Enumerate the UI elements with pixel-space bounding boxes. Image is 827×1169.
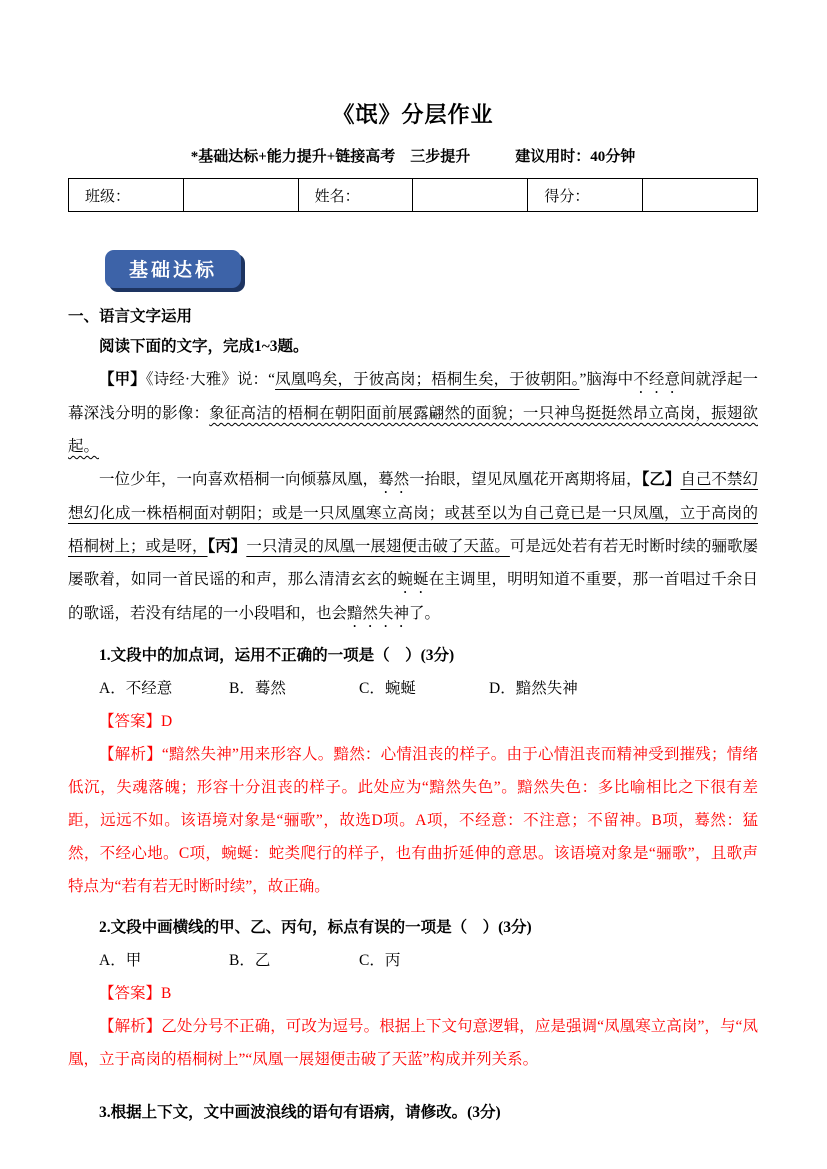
question-1-option-d: D．黯然失神 [489, 680, 578, 697]
info-table-row [69, 179, 758, 212]
class-input-cell[interactable] [183, 179, 298, 212]
question-1-answer: 【答案】D [99, 713, 173, 730]
text-segment: 一只清灵的凤凰一展翅便击破了天蓝。 [246, 538, 510, 555]
text-segment: 【甲】 [99, 371, 146, 388]
question-2-analysis: 【解析】乙处分号不正确，可改为逗号。根据上下文句意逻辑，应是强调“凤凰寒立高岗”，与“凤凰，立于高岗的梧桐树上”“凤凰一展翅便击破了天蓝”构成并列关系。 [68, 1018, 758, 1068]
question-1-option-b: B．蓦然 [229, 680, 286, 697]
basics-section-badge: 基础达标 [105, 250, 241, 288]
document-subtitle: *基础达标+能力提升+链接高考 三步提升 建议用时：40分钟 [190, 149, 636, 165]
name-label-cell: 姓名： [298, 179, 413, 212]
class-label-cell: 班级： [69, 179, 184, 212]
text-segment: 一抬眼，望见凤凰花开离期将届， [409, 471, 642, 488]
text-segment: 在主调里，明明知道不重要，那一首唱过千余日的歌谣，若没有结尾的一小段唱和，也会 [68, 571, 758, 622]
text-segment: 《诗经·大雅》说：“ [145, 371, 276, 388]
text-segment: 自己不禁幻想幻化成一株梧桐面对朝阳；或是一只凤凰寒立高岗；或甚至以为自己竟已是一只凤凰，立于高岗的梧桐树上；或是呀， [68, 471, 758, 555]
text-segment: 蓦然 [378, 471, 410, 488]
passage-paragraph-1 [68, 363, 758, 463]
passage-paragraph-2 [68, 463, 758, 631]
question-1-options [68, 672, 758, 705]
document-title: 《氓》分层作业 [332, 102, 494, 127]
text-segment: 了。 [409, 605, 441, 622]
text-segment: 【乙】 [641, 471, 681, 488]
name-input-cell[interactable] [413, 179, 528, 212]
text-segment: ”脑海中 [579, 371, 634, 388]
score-input-cell[interactable] [643, 179, 758, 212]
text-segment: 一位少年，一向喜欢梧桐一向倾慕凤凰， [99, 471, 379, 488]
question-2-stem: 2.文段中画横线的甲、乙、丙句，标点有误的一项是（ ）(3分) [99, 919, 532, 936]
question-1-stem: 1.文段中的加点词，运用不正确的一项是（ ）(3分) [99, 647, 455, 664]
question-2-option-a: A．甲 [99, 952, 142, 969]
reading-instruction: 阅读下面的文字，完成1~3题。 [99, 338, 309, 355]
section-heading: 一、语言文字运用 [68, 308, 193, 325]
text-segment: 蜿蜒 [397, 571, 429, 588]
question-2-options [68, 944, 758, 977]
text-segment: 可是远处若有若无时断时续的骊歌屡屡歌着，如同一首民谣的和声，那么清清玄玄的 [68, 538, 758, 588]
question-2-option-b: B．乙 [229, 952, 271, 969]
question-1-analysis: 【解析】“黯然失神”用来形容人。黯然：心情沮丧的样子。由于心情沮丧而精神受到摧残；情绪低沉，失魂落魄；形容十分沮丧的样子。此处应为“黯然失色”。黯然失色：多比喻相比之下很有差距，远远不如。该语境对象是“骊歌”，故选D项。A项，不经意：不注意；不留神。B项，蓦然：猛然，不经心地。C项，蜿蜒：蛇类爬行的样子，也有曲折延伸的意思。该语境对象是“骊歌”，且歌声特点为“若有若无时断时续”，故正确。 [68, 746, 758, 895]
question-2-answer: 【答案】B [99, 985, 172, 1002]
text-segment: 【丙】 [207, 538, 247, 555]
question-3-stem: 3.根据上下文，文中画波浪线的语句有语病，请修改。(3分) [99, 1104, 501, 1121]
question-1-option-a: A．不经意 [99, 680, 173, 697]
info-table [68, 178, 758, 212]
question-1-option-c: C．蜿蜒 [359, 680, 416, 697]
text-segment: 不经意 [633, 371, 681, 388]
text-segment: 黯然失神 [347, 605, 410, 622]
text-segment: 凤凰鸣矣，于彼高岗；梧桐生矣，于彼朝阳。 [275, 371, 580, 388]
text-segment: 间就浮起一幕深浅分明的影像： [68, 371, 758, 422]
score-label-cell: 得分： [528, 179, 643, 212]
question-2-option-c: C．丙 [359, 952, 401, 969]
text-segment: 象征高洁的梧桐在朝阳面前展露翩然的面貌；一只神鸟挺挺然昂立高岗，振翅欲起。 [68, 405, 758, 455]
